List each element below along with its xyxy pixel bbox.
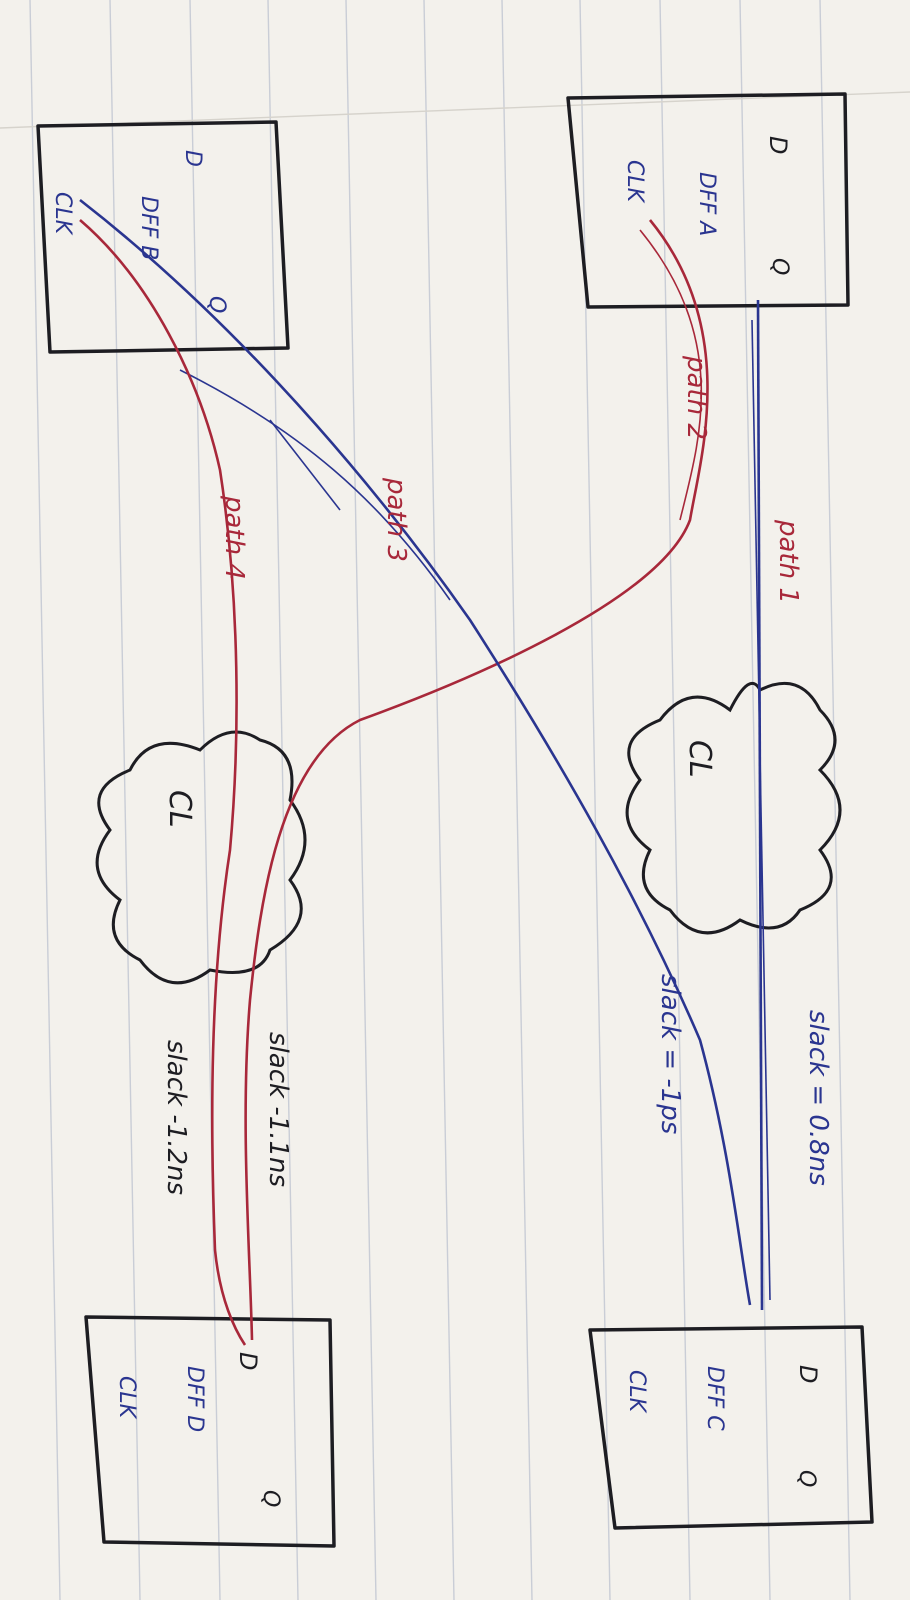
path-2-label: path 2 (681, 356, 711, 440)
dff-c (590, 1327, 872, 1528)
dff-b-name: DFF B (136, 196, 161, 261)
path-4-label: path 4 (219, 496, 249, 580)
dff-d-name: DFF D (182, 1366, 207, 1433)
dff-d-pin-clk: CLK (114, 1376, 139, 1419)
path-1-slack: slack = 0.8ns (803, 1010, 833, 1186)
dff-b-pin-clk: CLK (50, 192, 75, 235)
dff-c-pin-q: Q (794, 1470, 819, 1488)
dff-a-pin-q: Q (767, 258, 792, 276)
path-3-label: path 3 (381, 478, 411, 562)
dff-a-pin-d: D (764, 136, 792, 155)
dff-d-pin-d: D (234, 1352, 262, 1371)
path-3-slack: slack = -1ps (655, 974, 685, 1135)
dff-b-pin-d: D (180, 150, 205, 167)
path-4-slack: slack -1.2ns (161, 1040, 191, 1196)
dff-a-pin-clk: CLK (622, 160, 647, 203)
logic-cloud-1-label: CL (682, 740, 717, 778)
logic-cloud-2-label: CL (162, 790, 197, 828)
path-1-label: path 1 (773, 520, 803, 604)
path-4 (80, 220, 249, 1345)
dff-b-pin-q: Q (204, 296, 229, 314)
path-2-slack: slack -1.1ns (263, 1032, 293, 1188)
dff-a (568, 94, 848, 307)
dff-b (38, 122, 288, 352)
path-1 (752, 300, 833, 1310)
dff-d-pin-q: Q (258, 1490, 283, 1508)
dff-c-pin-d: D (794, 1365, 822, 1384)
dff-a-name: DFF A (694, 172, 719, 237)
dff-c-pin-clk: CLK (624, 1370, 649, 1413)
dff-c-name: DFF C (702, 1366, 727, 1431)
logic-cloud-1 (627, 683, 840, 933)
